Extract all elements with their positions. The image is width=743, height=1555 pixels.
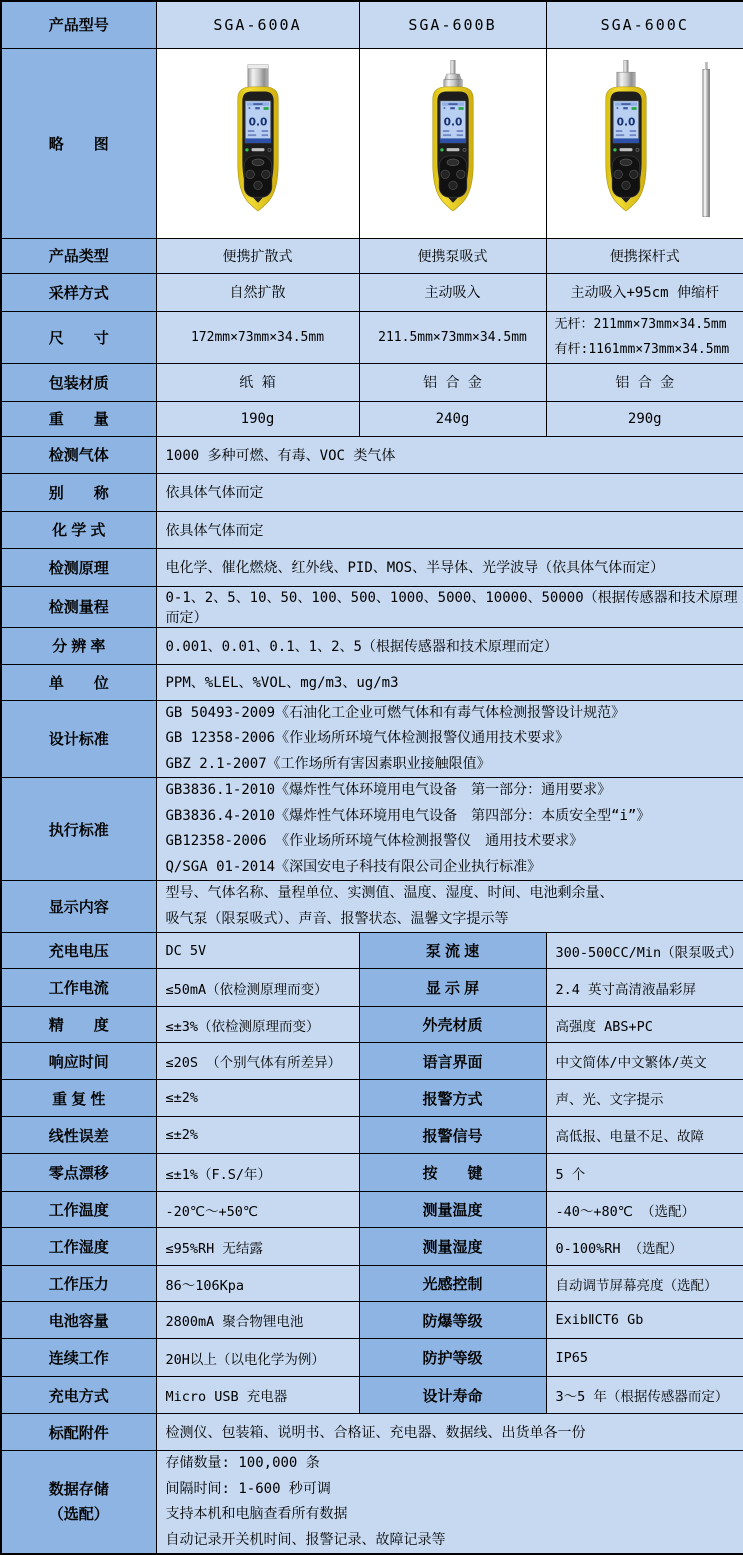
- row-label: 防护等级: [359, 1339, 546, 1377]
- row-value: IP65: [546, 1339, 743, 1377]
- row-label: 按 键: [359, 1154, 546, 1192]
- row-value: 86～106Kpa: [156, 1266, 359, 1302]
- cell-line: 存储数量: 100,000 条: [166, 1451, 743, 1477]
- row-value: 290g: [546, 401, 743, 436]
- row-value: 便携扩散式: [156, 238, 359, 273]
- row-label: 化 学 式: [1, 511, 156, 548]
- row-label: 显示内容: [1, 881, 156, 933]
- row-value: PPM、%LEL、%VOL、mg/m3、ug/m3: [156, 664, 743, 700]
- row-label: 线性误差: [1, 1117, 156, 1154]
- table-row-detect-gas: [1, 436, 743, 473]
- device-illustration-sga-600c: [557, 60, 732, 226]
- row-value: ≤±1%（F.S/年）: [156, 1154, 359, 1192]
- table-row-product-type: [1, 238, 743, 273]
- row-value: 自动调节屏幕亮度（选配）: [546, 1266, 743, 1302]
- device-image-cell-c: [546, 48, 743, 238]
- cell-line: GB 50493-2009《石油化工企业可燃气体和有毒气体检测报警设计规范》: [166, 701, 743, 727]
- row-label: 报警信号: [359, 1117, 546, 1154]
- screen-reading: 0.0: [617, 117, 636, 129]
- row-label: 工作湿度: [1, 1228, 156, 1266]
- row-value: ≤20S （个别气体有所差异）: [156, 1043, 359, 1080]
- row-value: 0.001、0.01、0.1、1、2、5（根据传感器和技术原理而定）: [156, 627, 743, 664]
- device-illustration-sga-600b: [384, 60, 522, 226]
- table-row-response-time-language: [1, 1043, 743, 1080]
- table-row-battery-explosion-proof: [1, 1302, 743, 1339]
- enter-button: [253, 181, 261, 189]
- model-name: SGA-600B: [359, 1, 546, 48]
- brand-logo: [251, 148, 264, 151]
- row-value: 中文简体/中文繁体/英文: [546, 1043, 743, 1080]
- row-value: 190g: [156, 401, 359, 436]
- row-value: 铝 合 金: [546, 363, 743, 401]
- table-row-design-standard: [1, 700, 743, 778]
- table-row-working-pressure-light-control: [1, 1266, 743, 1302]
- row-value: [156, 778, 743, 881]
- row-value: 便携泵吸式: [359, 238, 546, 273]
- battery-icon: [263, 107, 268, 110]
- row-label: 工作压力: [1, 1266, 156, 1302]
- row-label: 标配附件: [1, 1414, 156, 1451]
- cell-line: 型号、气体名称、量程单位、实测值、温度、湿度、时间、电池剩余量、: [166, 881, 743, 907]
- cell-line: 无杆：211mm×73mm×34.5mm: [555, 312, 743, 338]
- fan-icon: [450, 107, 455, 109]
- row-label: 工作温度: [1, 1192, 156, 1228]
- row-value: 1000 多种可燃、有毒、VOC 类气体: [156, 436, 743, 473]
- row-value: ≤±3%（依检测原理而变）: [156, 1007, 359, 1043]
- table-row-chemical-formula: [1, 511, 743, 548]
- row-label: [1, 1451, 156, 1555]
- row-label: 略 图: [1, 48, 156, 238]
- led-indicator: [245, 148, 248, 151]
- device-image-cell-b: [359, 48, 546, 238]
- table-row-working-humidity-measure-humidity: [1, 1228, 743, 1266]
- row-value: 自然扩散: [156, 273, 359, 311]
- row-value: 2800mA 聚合物锂电池: [156, 1302, 359, 1339]
- table-row-sketch: [1, 48, 743, 238]
- row-value: 依具体气体而定: [156, 511, 743, 548]
- cell-line: GB 12358-2006《作业场所环境气体检测报警仪通用技术要求》: [166, 726, 743, 752]
- row-value: 依具体气体而定: [156, 473, 743, 511]
- row-value: 便携探杆式: [546, 238, 743, 273]
- row-label: 产品类型: [1, 238, 156, 273]
- enter-button: [622, 181, 630, 189]
- model-name: SGA-600A: [156, 1, 359, 48]
- table-row-alias: [1, 473, 743, 511]
- telescopic-rod: [703, 62, 710, 217]
- led-indicator: [614, 148, 617, 151]
- row-value: 2.4 英寸高清液晶彩屏: [546, 969, 743, 1007]
- row-label: 测量温度: [359, 1192, 546, 1228]
- table-row-detect-range: [1, 586, 743, 627]
- row-value: 电化学、催化燃烧、红外线、PID、MOS、半导体、光学波导（依具体气体而定）: [156, 548, 743, 586]
- row-label: 语言界面: [359, 1043, 546, 1080]
- table-row-working-current-display: [1, 969, 743, 1007]
- enter-button: [448, 181, 456, 189]
- left-button: [614, 170, 622, 178]
- row-label: 充电方式: [1, 1377, 156, 1414]
- table-row-charge-method-design-life: [1, 1377, 743, 1414]
- row-label: 检测气体: [1, 436, 156, 473]
- row-label: 产品型号: [1, 1, 156, 48]
- battery-icon: [632, 107, 637, 110]
- table-row-working-temp-measure-temp: [1, 1192, 743, 1228]
- row-label: 工作电流: [1, 969, 156, 1007]
- cell-line: GB3836.1-2010《爆炸性气体环境用电气设备 第一部分：通用要求》: [166, 778, 743, 804]
- right-button: [456, 170, 464, 178]
- row-value: ExibⅡCT6 Gb: [546, 1302, 743, 1339]
- row-value: 300-500CC/Min（限泵吸式）: [546, 933, 743, 969]
- screen-reading: 0.0: [248, 117, 267, 129]
- row-value: ≤±2%: [156, 1117, 359, 1154]
- row-value: 0-1、2、5、10、50、100、500、1000、5000、10000、50000（根据传感器和技术原理而定）: [156, 586, 743, 627]
- table-row-product-model: [1, 1, 743, 48]
- row-label: 精 度: [1, 1007, 156, 1043]
- row-label: 重 量: [1, 401, 156, 436]
- row-value: ≤±2%: [156, 1080, 359, 1117]
- row-label: 响应时间: [1, 1043, 156, 1080]
- table-row-zero-drift-keys: [1, 1154, 743, 1192]
- row-value: 211.5mm×73mm×34.5mm: [359, 311, 546, 363]
- row-value: [156, 1451, 743, 1555]
- row-value: 20H以上（以电化学为例）: [156, 1339, 359, 1377]
- row-label: 执行标准: [1, 778, 156, 881]
- menu-button: [252, 159, 264, 166]
- row-label: 重 复 性: [1, 1080, 156, 1117]
- row-value: ≤50mA（依检测原理而变）: [156, 969, 359, 1007]
- table-row-packing-material: [1, 363, 743, 401]
- fan-icon: [624, 107, 629, 109]
- battery-icon: [458, 107, 463, 110]
- table-row-display-content: [1, 881, 743, 933]
- cell-line: 自动记录开关机时间、报警记录、故障记录等: [166, 1528, 743, 1554]
- row-value: [156, 700, 743, 778]
- row-value: -40～+80℃ （选配）: [546, 1192, 743, 1228]
- row-label: 零点漂移: [1, 1154, 156, 1192]
- row-value: [156, 881, 743, 933]
- row-value: 纸 箱: [156, 363, 359, 401]
- screen-reading: 0.0: [443, 117, 462, 129]
- row-label: 分 辨 率: [1, 627, 156, 664]
- table-row-accuracy-shell: [1, 1007, 743, 1043]
- menu-button: [447, 159, 459, 166]
- device-image-cell-a: [156, 48, 359, 238]
- menu-button: [620, 159, 632, 166]
- row-value: -20℃～+50℃: [156, 1192, 359, 1228]
- cell-line: GB3836.4-2010《爆炸性气体环境用电气设备 第四部分：本质安全型“i”》: [166, 804, 743, 830]
- cell-line: Q/SGA 01-2014《深国安电子科技有限公司企业执行标准》: [166, 855, 743, 881]
- cell-line: 有杆:1161mm×73mm×34.5mm: [555, 337, 743, 363]
- row-value: ≤95%RH 无结露: [156, 1228, 359, 1266]
- brand-logo: [446, 148, 459, 151]
- row-label-line: 数据存储: [2, 1477, 156, 1503]
- table-row-data-storage: [1, 1451, 743, 1555]
- row-label: 设计寿命: [359, 1377, 546, 1414]
- row-label: 单 位: [1, 664, 156, 700]
- row-value: 声、光、文字提示: [546, 1080, 743, 1117]
- row-label: 显 示 屏: [359, 969, 546, 1007]
- row-label: 电池容量: [1, 1302, 156, 1339]
- led-indicator: [440, 148, 443, 151]
- table-row-detect-principle: [1, 548, 743, 586]
- table-row-weight: [1, 401, 743, 436]
- table-row-continuous-work-protection: [1, 1339, 743, 1377]
- row-label: 连续工作: [1, 1339, 156, 1377]
- row-label: 检测量程: [1, 586, 156, 627]
- cell-line: 支持本机和电脑查看所有数据: [166, 1502, 743, 1528]
- right-button: [261, 170, 269, 178]
- cell-line: 间隔时间: 1-600 秒可调: [166, 1477, 743, 1503]
- table-row-linearity-alarm-signal: [1, 1117, 743, 1154]
- row-label-line: （选配）: [2, 1502, 156, 1528]
- model-name: SGA-600C: [546, 1, 743, 48]
- row-value: 高强度 ABS+PC: [546, 1007, 743, 1043]
- row-label: 尺 寸: [1, 311, 156, 363]
- row-label: 泵 流 速: [359, 933, 546, 969]
- row-value: [546, 311, 743, 363]
- table-row-resolution: [1, 627, 743, 664]
- table-row-unit: [1, 664, 743, 700]
- row-value: 3～5 年（根据传感器而定）: [546, 1377, 743, 1414]
- row-label: 设计标准: [1, 700, 156, 778]
- row-label: 包装材质: [1, 363, 156, 401]
- left-button: [440, 170, 448, 178]
- table-row-charge-voltage-pump-rate: [1, 933, 743, 969]
- spec-table-body: [1, 1, 743, 1554]
- row-label: 充电电压: [1, 933, 156, 969]
- row-value: 主动吸入: [359, 273, 546, 311]
- table-row-repeatability-alarm-mode: [1, 1080, 743, 1117]
- device-illustration-sga-600a: [189, 60, 327, 226]
- row-label: 测量湿度: [359, 1228, 546, 1266]
- row-value: 铝 合 金: [359, 363, 546, 401]
- row-value: 高低报、电量不足、故障: [546, 1117, 743, 1154]
- row-label: 光感控制: [359, 1266, 546, 1302]
- row-label: 防爆等级: [359, 1302, 546, 1339]
- cell-line: 吸气泵（限泵吸式）、声音、报警状态、温馨文字提示等: [166, 907, 743, 933]
- row-value: 5 个: [546, 1154, 743, 1192]
- row-value: 检测仪、包装箱、说明书、合格证、充电器、数据线、出货单各一份: [156, 1414, 743, 1451]
- pump-probe: [450, 60, 455, 74]
- row-label: 检测原理: [1, 548, 156, 586]
- pump-probe: [624, 60, 629, 72]
- right-button: [630, 170, 638, 178]
- row-label: 采样方式: [1, 273, 156, 311]
- cell-line: GB12358-2006 《作业场所环境气体检测报警仪 通用技术要求》: [166, 829, 743, 855]
- brand-logo: [620, 148, 633, 151]
- row-value: 0-100%RH （选配）: [546, 1228, 743, 1266]
- fan-icon: [255, 107, 260, 109]
- table-row-dimensions: [1, 311, 743, 363]
- table-row-execution-standard: [1, 778, 743, 881]
- table-row-sampling-method: [1, 273, 743, 311]
- row-value: 240g: [359, 401, 546, 436]
- table-row-standard-accessories: [1, 1414, 743, 1451]
- row-value: 172mm×73mm×34.5mm: [156, 311, 359, 363]
- row-value: Micro USB 充电器: [156, 1377, 359, 1414]
- left-button: [245, 170, 253, 178]
- cell-line: GBZ 2.1-2007《工作场所有害因素职业接触限值》: [166, 752, 743, 778]
- row-label: 报警方式: [359, 1080, 546, 1117]
- row-label: 外壳材质: [359, 1007, 546, 1043]
- row-value: DC 5V: [156, 933, 359, 969]
- row-label: 别 称: [1, 473, 156, 511]
- row-value: 主动吸入+95cm 伸缩杆: [546, 273, 743, 311]
